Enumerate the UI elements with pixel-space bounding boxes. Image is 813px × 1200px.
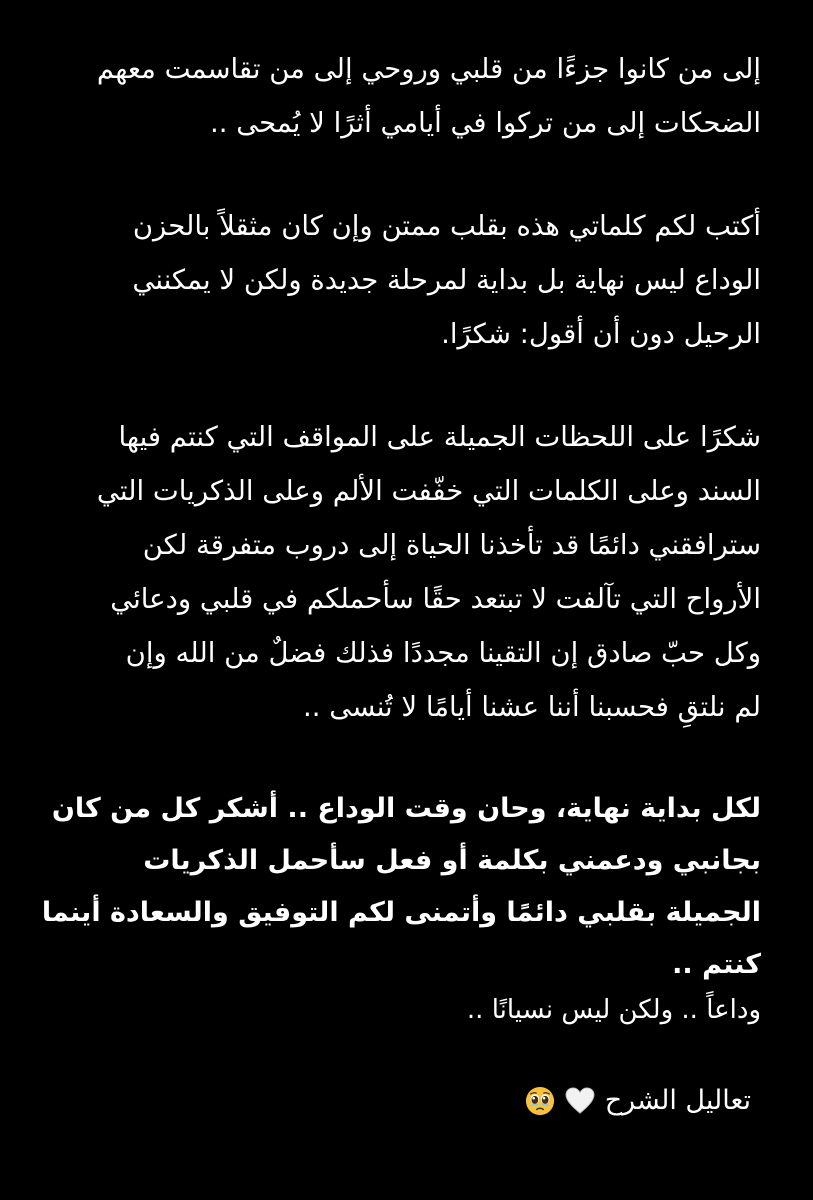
white-heart-icon: [565, 1087, 595, 1115]
paragraph-closing-bold: [41, 783, 761, 991]
text-line: الأرواح التي تآلفت لا تبتعد حقًا سأحملكم في قلبي ودعائي: [110, 583, 761, 615]
text-line: لم نلتقِ فحسبنا أننا عشنا أيامًا لا تُنسى ..: [303, 691, 761, 723]
paragraph-dedication: [52, 42, 761, 150]
text-line: الجميلة بقلبي دائمًا وأتمنى لكم التوفيق والسعادة أينما: [41, 897, 761, 928]
signature-name: تعاليل الشرح: [604, 1085, 751, 1116]
text-line: بجانبي ودعمني بكلمة أو فعل سأحمل الذكريات: [143, 845, 761, 876]
text-line: الضحكات إلى من تركوا في أيامي أثرًا لا يُمحى ..: [209, 107, 761, 139]
paragraph-farewell: [52, 199, 761, 361]
paragraph-thanks: [52, 410, 761, 734]
text-line: وكل حبّ صادق إن التقينا مجددًا فذلك فضلٌ من الله وإن: [125, 637, 761, 669]
pleading-face-icon: [525, 1086, 555, 1116]
paragraph-spacer: [52, 361, 761, 410]
text-line: الوداع ليس نهاية بل بداية لمرحلة جديدة ولكن لا يمكنني: [132, 264, 761, 296]
text-line: كنتم ..: [672, 949, 761, 980]
closing-line: وداعاً .. ولكن ليس نسيانًا ..: [466, 995, 761, 1025]
text-line: لكل بداية نهاية، وحان وقت الوداع .. أشكر كل من كان: [51, 793, 761, 824]
text-line: أكتب لكم كلماتي هذه بقلب ممتن وإن كان مثقلاً بالحزن: [132, 210, 761, 242]
signature: [52, 1081, 751, 1121]
text-line: إلى من كانوا جزءًا من قلبي وروحي إلى من تقاسمت معهم: [96, 53, 761, 85]
paragraph-spacer: [52, 734, 761, 783]
text-line: سترافقني دائمًا قد تأخذنا الحياة إلى دروب متفرقة لكن: [142, 529, 761, 561]
paragraph-spacer: [52, 150, 761, 199]
text-line: السند وعلى الكلمات التي خفّفت الألم وعلى الذكريات التي: [96, 475, 761, 507]
text-line: الرحيل دون أن أقول: شكرًا.: [441, 318, 761, 350]
text-line: شكرًا على اللحظات الجميلة على المواقف التي كنتم فيها: [118, 421, 761, 453]
